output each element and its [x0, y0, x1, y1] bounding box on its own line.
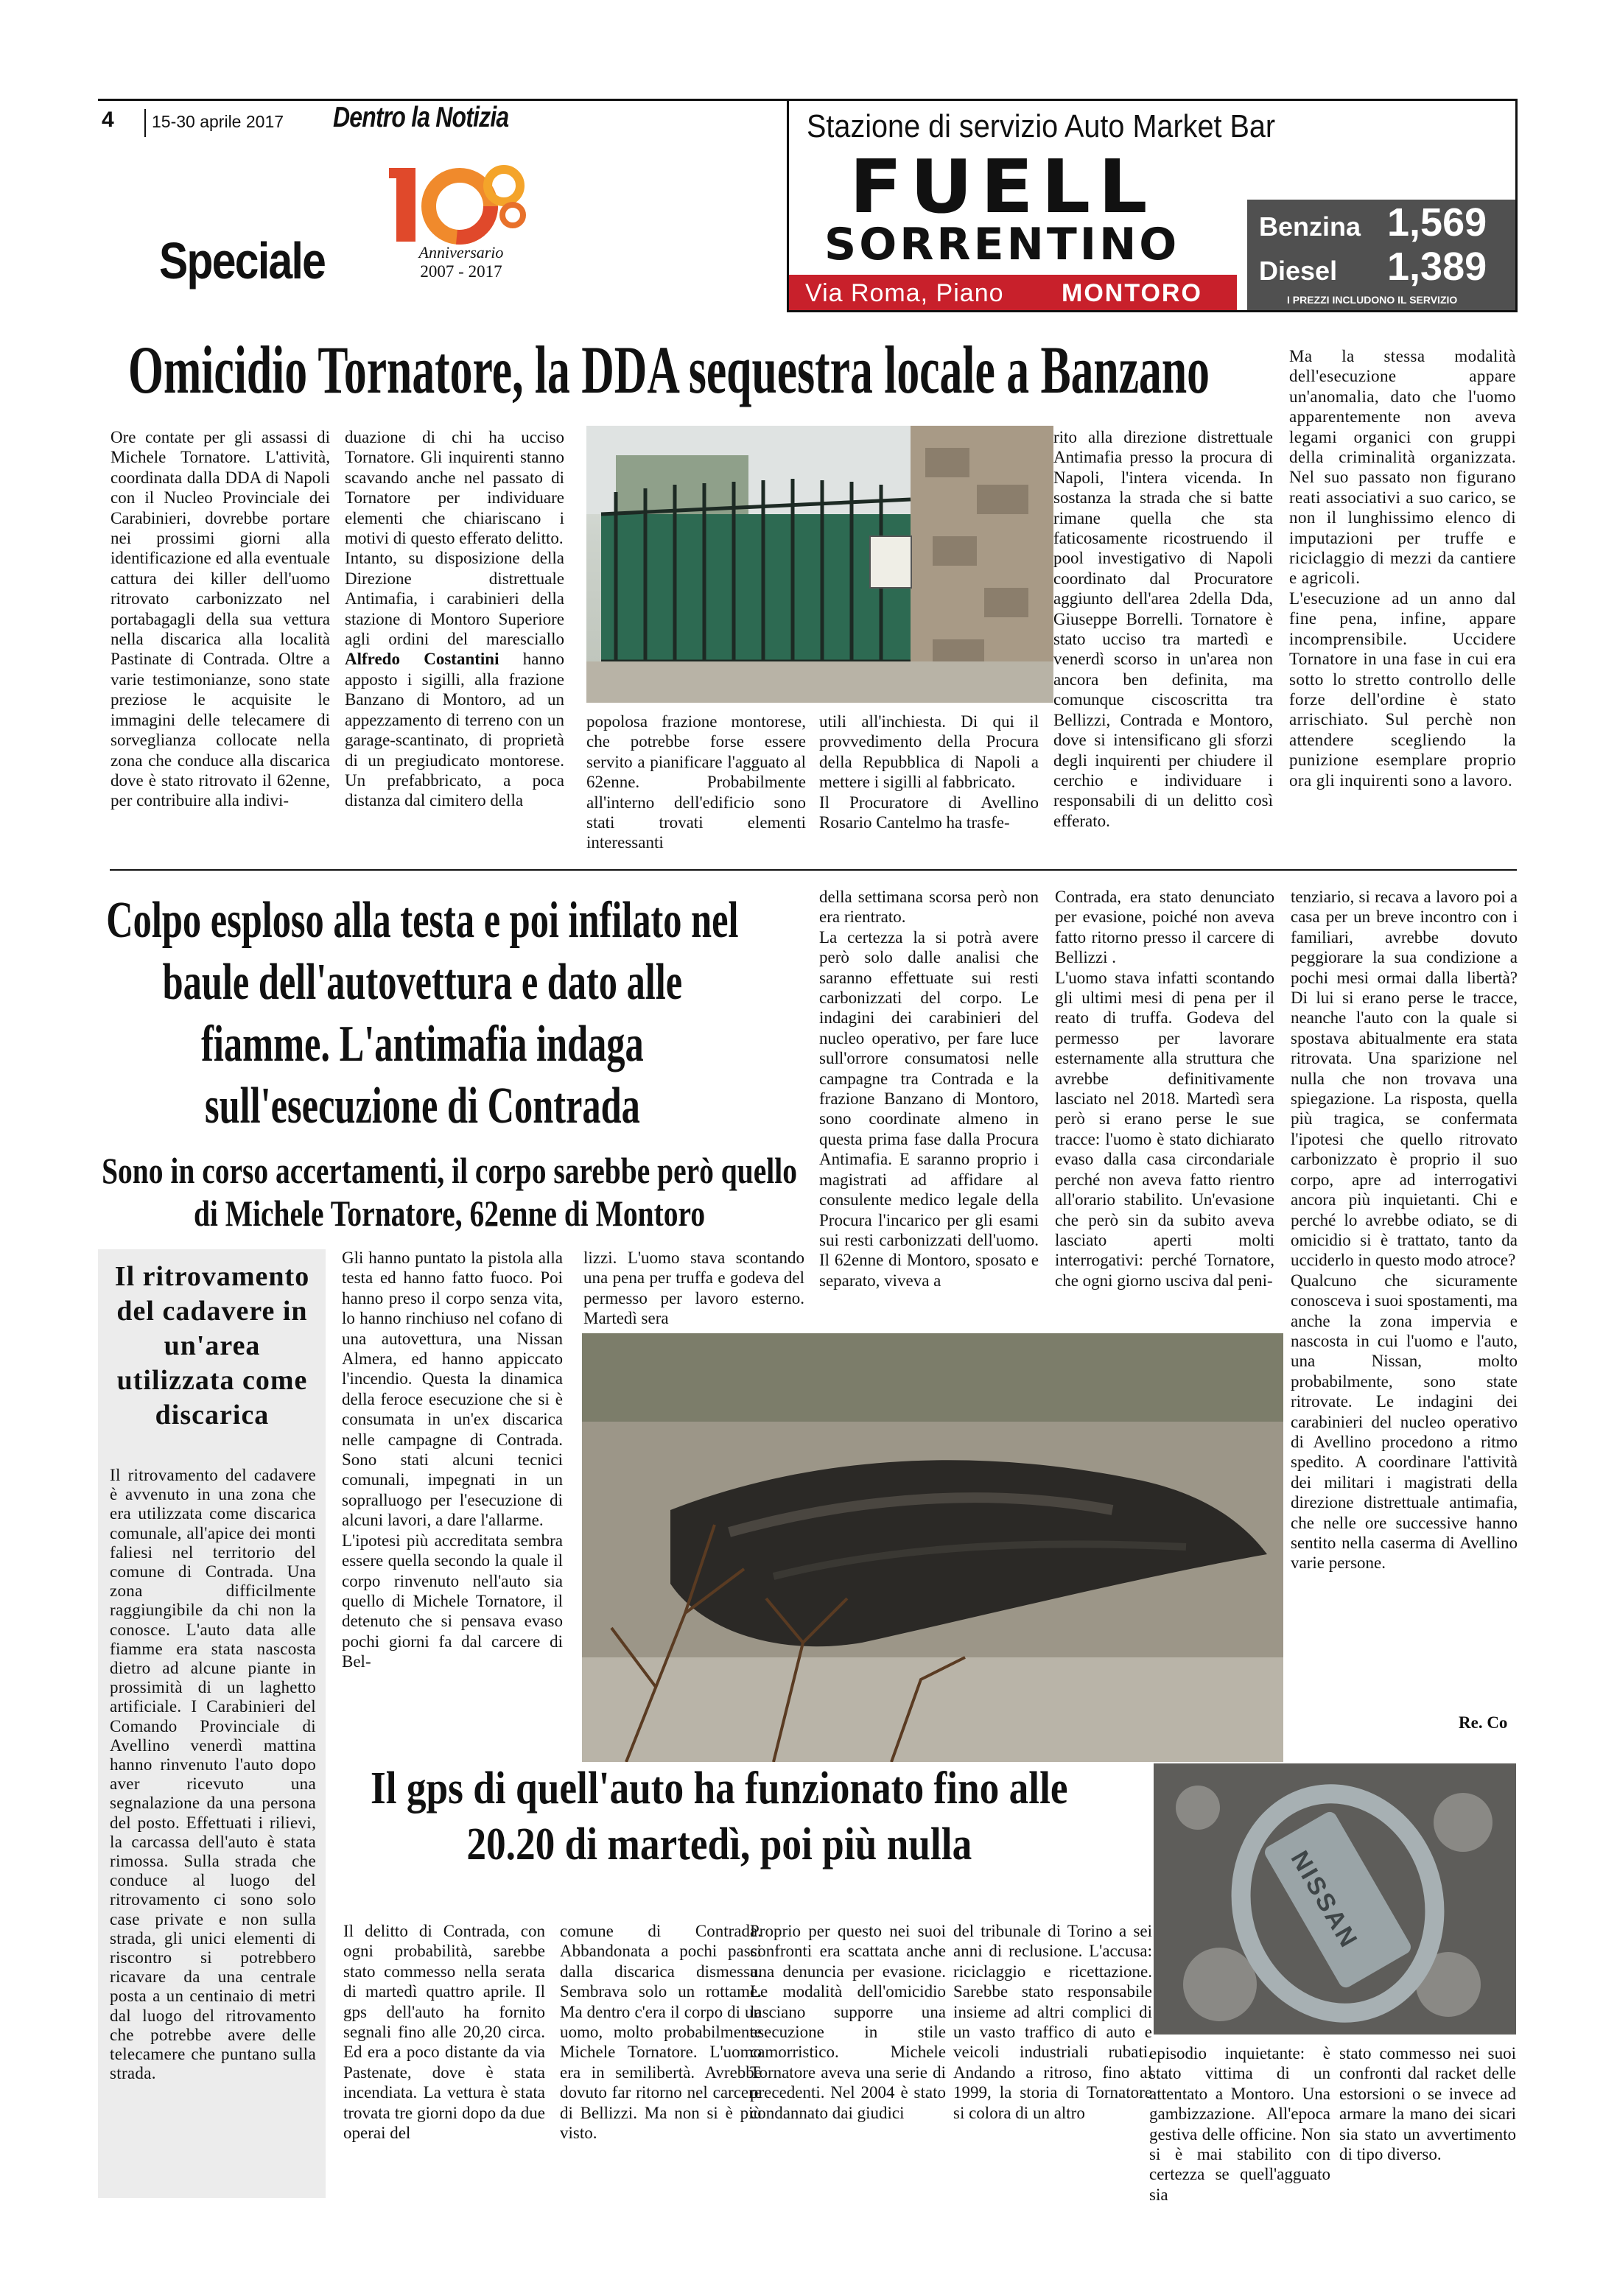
- article1-col2-text: duazione di chi ha ucciso Tornatore. Gli inquirenti stanno scavando anche nel passato di Tornatore per individuare elementi che chiariscano i motivi di questo efferato delitto. Intanto, su disposizione della Direzione distrettuale Antimafia, i carabinieri della stazione di Montoro Superiore agli ordini del maresciallo: [345, 428, 564, 649]
- ad-address-bar: [789, 275, 1237, 310]
- article2-signature: Re. Co: [1459, 1713, 1508, 1732]
- article1-bottom-rule: [110, 869, 1517, 871]
- article1-col2: [345, 427, 564, 811]
- article1-col5: rito alla direzione distrettuale Antimafia presso la procura di Napoli, l'intera vicenda. In sostanza la strada che si batte rimane quella che sta faticosamente ricostruendo il pool investigativo di Napoli coordinato dal Procuratore aggiunto dell'area 2della Dda, Giuseppe Borrelli. Tornatore è stato ucciso tra martedì e venerdì scorso in un'area non ancora ben definita, ma comunque ciscoscritta tra Bellizzi, Contrada e Montoro, dove si intensificano gli sforzi degli inquirenti per chiudere il cerchio e individuare i responsabili di un delitto così efferato.: [1053, 428, 1273, 830]
- anniversary-word: Anniversario: [418, 243, 504, 261]
- article2-col4: Gli hanno puntato la pistola alla testa ed hanno fatto fuoco. Poi hanno preso il corpo senza vita, lo hanno rinchiuso nel cofano di una autovettura, una Nissan Almera, ed hanno appiccato l'incendio. Questa la dinamica della feroce esecuzione che si è consumata in un'ex discarica nelle campagne di Contrada. Sono stati alcuni tecnici comunali, impegnati in un sopralluogo per l'esecuzione di alcuni lavori, a dare l'allarme. L'ipotesi più accreditata sembra essere quella secondo la quale il corpo rinvenuto nell'auto sia quello di Michele Tornatore, il detenuto che si pensava evaso pochi giorni fa dal carcere di Bel-: [342, 1249, 563, 1671]
- sidebar-title: Il ritrovamento del cadavere in un'area utilizzata come discarica: [114, 1261, 310, 1430]
- ad-price-box: [1247, 200, 1515, 310]
- anniversary-years: 2007 - 2017: [420, 262, 502, 281]
- article2-col1: della settimana scorsa però non era rientrato. La certezza la si potrà avere però solo dalle analisi che saranno effettuate sui resti carbonizzati del corpo. Le indagini dei carabinieri del nucleo operativo, per fare luce sull'orrore consumatosi nelle campagne tra Contrada e la frazione Banzano di Montoro, sono coordinate almeno in questa prima fase dalla Procura Antimafia. E saranno proprio i magistrati ad affidare al consulente medico legale della Procura l'incarico per gli esami sui resti carbonizzati dell'uomo. Il 62enne di Montoro, sposato e separato, viveva a: [819, 888, 1039, 1290]
- price-value-benzina: 1,569: [1387, 200, 1487, 245]
- article3-col6: stato commesso nei suoi confronti dal racket delle estorsioni o se invece ad armare la mano dei sicari sia stato un avvertimento di tipo diverso.: [1339, 2044, 1516, 2164]
- article3-col4: del tribunale di Torino a sei anni di reclusione. L'accusa: riciclaggio e ricettazione. Sarebbe stato responsabile insieme ad altri complici di un vasto traffico di auto e veicoli industriali rubati. Andando a ritroso, fino al 1999, la storia di Tornatore si colora di un altro: [953, 1922, 1152, 2122]
- price-label-benzina: Benzina: [1259, 211, 1361, 242]
- ad-address-town: MONTORO: [1062, 279, 1202, 307]
- paper-name: Dentro la Notizia: [333, 102, 509, 133]
- anniversary-logo: [386, 164, 541, 289]
- article1-col4: utili all'inchiesta. Di qui il provvedimento della Procura della Repubblica di Napoli a mettere i sigilli al fabbricato. Il Procuratore di Avellino Rosario Cantelmo ha trasfe-: [819, 712, 1039, 832]
- ad-brand-line2: SORRENTINO: [824, 219, 1180, 270]
- fuel-ad: [787, 99, 1518, 312]
- price-label-diesel: Diesel: [1259, 256, 1338, 286]
- ad-brand-line1: FUELL: [849, 144, 1156, 230]
- article2-col3: tenziario, si recava a lavoro poi a casa per un breve incontro con i familiari, avrebbe dovuto peggiorare la sua condizione a pochi mesi ormai dalla libertà? Di lui si erano perse le tracce, neanche l'auto con la quale si spostava abitualmente era stata ritrovata. Una sparizione nel nulla che non trovava una spiegazione. La risposta, quella più tragica, se confermata l'ipotesi che quello ritrovato carbonizzato è proprio il suo corpo, apre ad interrogativi ancora più inquietanti. Chi e perché lo avrebbe odiato, se di omicidio si è trattato, tanto da ucciderlo in questo modo atroce? Qualcuno che sicuramente conosceva i suoi spostamenti, ma anche la zona impervia e nascosta in cui l'uomo e l'auto, una Nissan, molto probabilmente, sono state ritrovate. Le indagini dei carabinieri del nucleo operativo di Avellino procedono a ritmo spedito. A coordinare l'attività dei militari i magistrati della direzione distrettuale antimafia, che nelle ore successive hanno sentito nella caserma di Avellino varie persone.: [1291, 888, 1518, 1573]
- article3-col2: comune di Contrada. Abbandonata a pochi passi dalla discarica dismessa. Sembrava solo un rottame. Ma dentro c'era il corpo di un uomo, molto probabilmente Michele Tornatore. L'uomo era in semilibertà. Avrebbe dovuto far ritorno nel carcere di Bellizzi. Ma non si è più visto.: [560, 1922, 762, 2143]
- section-label: Speciale: [159, 232, 326, 289]
- article2-subheadline: Sono in corso accertamenti, il corpo sarebbe però quello di Michele Tornatore, 62enne di Montoro: [102, 1150, 797, 1234]
- sidebar-box: [98, 1249, 326, 2198]
- price-note: I PREZZI INCLUDONO IL SERVIZIO: [1287, 294, 1458, 306]
- sidebar-text: Il ritrovamento del cadavere è avvenuto in una zona che era utilizzata come discarica comunale, all'apice dei monti faliesi nel territorio del comune di Contrada. Una zona difficilmente raggiungibile da chi non la conosce. L'auto data alle fiamme era stata nascosta dietro ad alcune piante in prossimità di un laghetto artificiale. I Carabinieri del Comando Provinciale di Avellino venerdì mattina hanno rinvenuto l'auto dopo aver ricevuto una segnalazione da una persona del posto. Effettuati i rilievi, la carcassa dell'auto è stata rimossa. Sulla strada che conduce al luogo del ritrovamento ci sono solo case private e non sulla strada, gli unici elementi di riscontro si potrebbero ricavare da una centrale posta a un centinaio di metri dal luogo del ritrovamento che potrebbe avere delle telecamere che puntano sulla strada.: [110, 1466, 316, 2083]
- gate-photo: [586, 426, 1053, 703]
- article3-col1: Il delitto di Contrada, con ogni probabilità, sarebbe stato commesso nella serata di martedì quattro aprile. Il gps dell'auto ha fornito segnali fino alle 20,20 circa. Ed era a poco distante da via Pastenate, dove è stata incendiata. La vettura è stata trovata tre giorni dopo da due operai del: [343, 1922, 545, 2143]
- nissan-badge-text: NISSAN: [1285, 1846, 1364, 1954]
- ad-address-prefix: Via Roma, Piano: [805, 279, 1011, 307]
- nissan-badge-photo: [1154, 1763, 1516, 2035]
- page-number: 4: [102, 108, 114, 132]
- article2-col5: lizzi. L'uomo stava scontando una pena per truffa e godeva del permesso per lavoro esterno. Martedì sera: [583, 1249, 804, 1328]
- ad-top-line: Stazione di servizio Auto Market Bar: [807, 108, 1276, 144]
- article3-headline: Il gps di quell'auto ha funzionato fino alle 20.20 di martedì, poi più nulla: [370, 1763, 1068, 1870]
- burned-site-illustration: [582, 1333, 1283, 1762]
- article2-col2: Contrada, era stato denunciato per evasione, poiché non aveva fatto ritorno presso il carcere di Bellizzi . L'uomo stava infatti scontando gli ultimi mesi di pena per il reato di truffa. Godeva del permesso per lavorare esternamente alla struttura che avrebbe definitivamente lasciato nel 2018. Martedì sera però si erano perse le sue tracce: l'uomo è stato dichiarato evaso dalla casa circondariale perché non aveva fatto rientro all'orario stabilito. Un'evasione che però sin da subito aveva lasciato aperti molti interrogativi: perché Tornatore, che ogni giorno usciva dal peni-: [1055, 888, 1274, 1290]
- gate-photo-illustration: [586, 426, 1053, 703]
- article1-col2-tail: hanno apposto i sigilli, alla frazione Banzano di Montoro, ad un appezzamento di terreno con un garage-scantinato, di proprietà di un pregiudicato montorese. Un prefabbricato, a poca distanza dal cimitero della: [345, 650, 564, 810]
- price-value-diesel: 1,389: [1387, 245, 1487, 289]
- article1-col6: Ma la stessa modalità dell'esecuzione appare un'anomalia, dato che l'uomo apparentemente non aveva legami organici con gruppi della criminalità organizzata. Nel suo passato non figurano reati associativi a suo carico, se non il lunghissimo elenco di imputazioni per truffe e riciclaggio di mezzi da cantiere e agricoli. L'esecuzione ad un anno dal fine pena, infine, appare incomprensibile. Uccidere Tornatore in una fase in cui era sotto lo stretto controllo delle forze dell'ordine è stato arrischiato. Sul perchè non attendere scegliendo la punizione esemplare proprio ora gli inquirenti sono a lavoro.: [1289, 347, 1516, 790]
- burned-site-photo: [582, 1333, 1283, 1762]
- article3-col3: Proprio per questo nei suoi confronti era scattata anche una denuncia per evasione. Le modalità dell'omicidio lasciano supporre una esecuzione in stile camorristico. Michele Tornatore aveva una serie di precedenti. Nel 2004 è stato condannato dai giudici: [750, 1922, 946, 2122]
- issue-date: 15-30 aprile 2017: [152, 112, 284, 131]
- article1-col1: Ore contate per gli assassi di Michele Tornatore. L'attività, coordinata dalla DDA di Napoli con il Nucleo Provinciale dei Carabinieri, dovrebbe portare nei prossimi giorni alla identificazione ed alla eventuale cattura dei killer dell'uomo ritrovato carbonizzato nel portabagagli della sua vettura nella discarica alla località Pastinate di Contrada. Oltre a varie testimonianze, sono state preziose le acquisite le immagini delle telecamere di sorveglianza collocate nella zona che conduce alla discarica dove è stato ritrovato il 62enne, per contribuire alla indivi-: [111, 428, 330, 810]
- article3-col5: episodio inquietante: è stato vittima di un attentato a Montoro. Una gambizzazione. All'epoca gestiva delle officine. Non si è mai stabilito con certezza se quell'agguato sia: [1149, 2044, 1330, 2204]
- article1-bold-name: Alfredo Costantini: [345, 650, 499, 669]
- masthead-divider: [144, 109, 146, 137]
- article2-headline: Colpo esploso alla testa e poi infilato nel baule dell'autovettura e dato alle fiamme. L'antimafia indaga sull'esecuzione di Contrada: [106, 892, 739, 1134]
- article1-col3: popolosa frazione montorese, che potrebbe forse essere servito a pianificare l'agguato al 62enne. Probabilmente all'interno dell'edificio sono stati trovati elementi interessanti: [586, 712, 806, 852]
- article1-headline: Omicidio Tornatore, la DDA sequestra locale a Banzano: [128, 332, 1210, 407]
